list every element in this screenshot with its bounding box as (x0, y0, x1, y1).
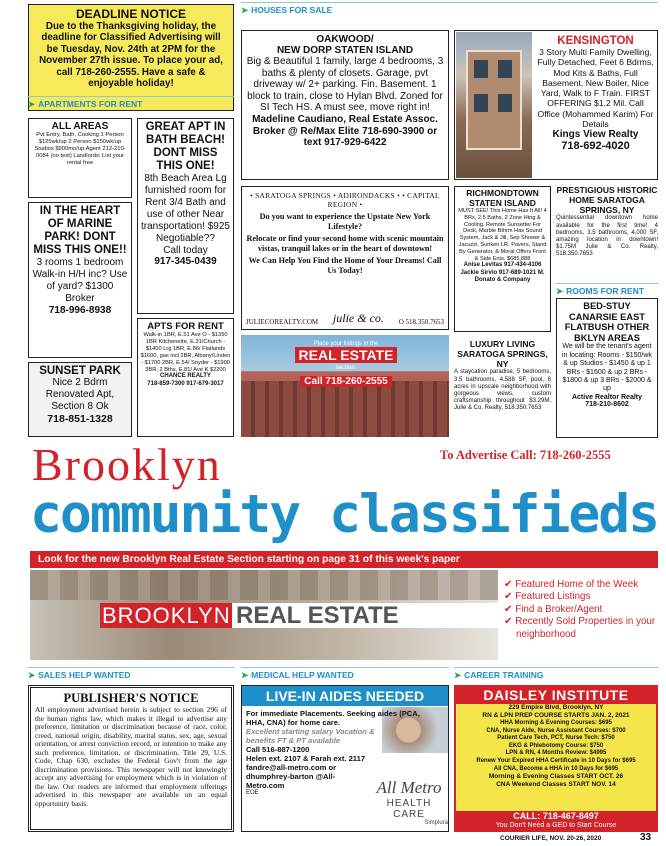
marine-park-ad (28, 202, 132, 358)
bed-stuy-phone: 718-210-8602 (585, 400, 629, 408)
daisley-ad (454, 685, 658, 832)
kensington-phone: 718-692-4020 (561, 140, 630, 153)
kensington-ad (454, 30, 658, 180)
saratoga-help: We Can Help You Find the Home of Your Dreams! Call Us Today! (248, 256, 442, 275)
daisley-course: EKG & Phlebotomy Course: $750 (508, 742, 604, 749)
daisley-course: Renew Your Expired HHA Certificate in 10 Days for $695 (476, 757, 636, 764)
oakwood-contact: Madeline Caudiano, Real Estate Assoc. Broker @ Re/Max Elite 718-690-3900 or text 917-929-6422 (252, 113, 438, 149)
aides-call: Call 516-887-1200 (246, 745, 310, 754)
marine-park-phone: 718-996-8938 (48, 305, 112, 316)
apts-for-rent-ad (137, 318, 234, 437)
notice-banner: Look for the new Brooklyn Real Estate Section starting on page 31 of this week's paper (30, 551, 658, 568)
check-icon: ✔ (504, 591, 513, 603)
julie-logo: julie & co. (332, 311, 384, 325)
daisley-course: Patient Care Tech, PCT, Nurse Tech: $750 (497, 735, 615, 742)
luxury-title: LUXURY LIVING SARATOGA SPRINGS, NY (457, 339, 548, 369)
bed-stuy-body: We will be the tenant's agent in locating: Rooms - $150/wk & up Studios - $1450 & up 1 BRs - $1600 & up 2 BRs - $1800 & up 3 BRs - $2000 & up (562, 343, 652, 393)
live-in-aides-ad (241, 685, 449, 832)
apts-title: APTS FOR RENT (147, 321, 224, 332)
bed-stuy-title: BED-STUY CANARSIE EAST FLATBUSH OTHER BKLYN AREAS (564, 301, 650, 343)
daisley-weekend: CNA Weekend Classes START NOV. 14 (496, 781, 616, 789)
deadline-notice (28, 4, 234, 111)
check-icon: ✔ (504, 603, 513, 615)
great-apt-title: GREAT APT IN BATH BEACH! DONT MISS THIS ONE! (145, 121, 226, 172)
daisley-course: HHA Morning & Evening Courses: $695 (500, 720, 612, 726)
health-care-logo: HEALTH CARE (386, 798, 432, 820)
arrow-icon: ➤ (556, 286, 564, 296)
oakwood-body: Big & Beautiful 1 family, large 4 bedrooms, 3 baths & plenty of closets. Garage, pvt driveway w/ 2+ parking. Fin. Basement. 1 block to train, close to Hylan Blvd. Zoned for SI Tech HS. A must see, move right in! (246, 56, 444, 114)
feature-list (504, 579, 662, 641)
aides-eoe: EOE (246, 790, 259, 796)
great-apt-call: Call today (163, 245, 208, 256)
sunset-park-ad (28, 362, 132, 437)
section-medical: ➤ MEDICAL HELP WANTED (241, 667, 449, 681)
check-icon: ✔ (504, 579, 513, 590)
arrow-icon: ➤ (28, 670, 36, 680)
apts-phones: 718-859-7300 917-679-3017 (147, 380, 224, 387)
sunset-phone: 718-851-1328 (47, 413, 113, 425)
all-metro-logo: All Metro (376, 778, 442, 797)
section-career: ➤ CAREER TRAINING (454, 667, 658, 681)
brownstone-photo (30, 570, 498, 660)
saratoga-phone: O 518.350.7653 (398, 318, 444, 326)
arrow-icon: ➤ (28, 99, 36, 109)
daisley-ged: You Don't Need a GED to Start Course (495, 822, 617, 829)
arrow-icon: ➤ (454, 670, 462, 680)
publishers-notice (28, 685, 234, 832)
apts-body: Walk-in 1BR, E.51 Ave O - $1350 1BR Kitchenette, E.31/Church - $1450 Lrg 1BR, E.86/ Flatlands $1600, gas incl 2BR, Albany/Linden - $1700 2BR, E.54/ Snyder - $1900 3BR, 2 Bths, E.81/ Ave K $2200 (140, 332, 231, 373)
feature-item: ✔ Find a Broker/Agent (504, 603, 603, 615)
aides-title: LIVE-IN AIDES NEEDED (242, 686, 448, 706)
publisher-body: All employment advertised herein is subject to section 296 of the human rights law, which makes it illegal to advertise any preference, limitation or discrimination because of race, color, creed, national origin, disability, marital status, sex, age, sexual orientation, or arrest conviction record, or intention to make any such preference, limitation, or discrimination. Title 29, U.S. Code, Chap 630, excludes the Federal Gov't from the age discrimination provisions. This newspaper will not knowingly accept any advertising for employment which is in violation of the law. Our readers are informed that employment offerings advertised in this newspaper are available on an equal opportunity basis. (35, 705, 227, 808)
section-apartments: ➤ APARTMENTS FOR RENT (28, 96, 234, 110)
publisher-title: PUBLISHER'S NOTICE (63, 691, 199, 705)
feature-item: ✔ Recently Sold Properties in your neighborhood (504, 616, 656, 640)
arrow-icon: ➤ (241, 5, 249, 15)
daisley-address: 229 Empire Blvd, Brooklyn, NY (508, 704, 604, 711)
saratoga-ad (241, 186, 449, 330)
richmondtown-title: RICHMONDTOWN STATEN ISLAND (466, 188, 539, 208)
great-apt-phone: 917-345-0439 (154, 256, 217, 267)
aides-contacts: Helen ext. 2107 & Farah ext. 2117 fandre@all-metro.com or dhumphrey-barton @All-Metro.com (246, 754, 366, 790)
oakwood-ad (241, 30, 449, 180)
brooklyn-label: BROOKLYN (102, 603, 231, 628)
richmondtown-body: MUST SEE! This Home Has It All! 4 BRs, 2.5 Baths, 2 Zone Htng & Cooling, Remote Sunsetter For Deck, Marble Bthrm Has Sound System, Jack & Jill, Sep Shower & Jacuzzi, Sunken LR, Pavers, Stand By Generator, & Moral Offers Front & Side Ents. $685,888 (458, 208, 547, 262)
kensington-body: 3 Story Multi Family Dwelling, Fully Detached, Feet 6 Bdrms, Mod Kits & Baths, Full Basement, New Boiler, Nice Yard, Walk to F Train. FIRST OFFERING $1.2 Mil. Call Office (Mohammed Karim) For Details (537, 47, 654, 130)
saratoga-question: Do you want to experience the Upstate New York Lifestyle? (259, 212, 431, 231)
daisley-morning: Morning & Evening Classes START OCT. 26 (488, 773, 624, 781)
all-areas-body: Pvt Entry, Bath, Cooking 1 Person $125wk/up 2 Person $150wk/up Studios $900mo/up Agent 212-210-0084 (no text) Landlords: List your rental free (34, 132, 126, 166)
great-apt-ad (137, 118, 234, 314)
aides-body: For immediate Placements. Seeking aides (PCA, HHA, CNA) for home care. (246, 709, 420, 727)
promo-line3: section. (335, 365, 357, 371)
arrow-icon: ➤ (241, 670, 249, 680)
deadline-title: DEADLINE NOTICE (75, 7, 186, 21)
page-number: 33 (640, 832, 652, 843)
footer-text: COURIER LIFE, NOV. 20-26, 2020 (500, 835, 602, 842)
bed-stuy-agency: Active Realtor Realty (571, 393, 643, 401)
feature-item: ✔ Featured Home of the Week (504, 579, 639, 590)
section-sales: ➤ SALES HELP WANTED (28, 667, 234, 681)
advertise-line: To Advertise Call: 718-260-2555 (440, 448, 611, 462)
oakwood-title: OAKWOOD/ (316, 34, 374, 45)
daisley-call: CALL: 718-467-8497 (513, 811, 599, 821)
apts-agency: CHANCE REALTY (160, 373, 211, 380)
section-houses: ➤ HOUSES FOR SALE (241, 2, 658, 16)
luxury-ad (454, 340, 551, 440)
feature-item: ✔ Featured Listings (504, 591, 591, 603)
sunset-title: SUNSET PARK (39, 365, 121, 377)
richmondtown-ad (454, 186, 551, 332)
section-rooms: ➤ ROOMS FOR RENT (556, 283, 658, 297)
kensington-agency: Kings View Realty (552, 129, 639, 141)
great-apt-body: 8th Beach Area Lg furnished room for Rent 3/4 Bath and use of other Near transportation! $925 Negotiable?? (141, 173, 230, 244)
richmondtown-agents: Anise Levitas 917-434-4106 Jackie Sirvio 917-689-1021 M. Donato & Company (460, 262, 545, 283)
saratoga-website: JULIECOREALTY.COM (246, 318, 319, 326)
daisley-title: DAISLEY INSTITUTE (456, 687, 656, 704)
prestigious-title: PRESTIGIOUS HISTORIC HOME SARATOGA SPRINGS, NY (556, 185, 658, 215)
community-classifieds-wordmark: community classifieds (30, 484, 659, 545)
promo-phone: Call 718-260-2555 (300, 376, 391, 387)
brooklyn-wordmark: Brooklyn (32, 439, 222, 490)
promo-line1: Place your listings in the (313, 341, 379, 347)
prestigious-body: Quintessential downtown home available for the first time! 4 bedrooms, 3.5 bathrooms, 4,000 SF, amazing location in downtown! $1.75M Julie & Co. Realty, 518.350.7653 (556, 215, 658, 258)
saratoga-body: Relocate or find your second home with scenic mountain vistas, tranquil lakes or in the heart of downtown! (246, 234, 444, 253)
all-areas-title: ALL AREAS (51, 121, 109, 132)
marine-park-title: IN THE HEART OF MARINE PARK! DONT MISS THIS ONE!! (33, 205, 127, 256)
real-estate-label: REAL ESTATE (236, 602, 399, 629)
house-photo (456, 32, 532, 178)
simplura-logo: Simplura (424, 820, 448, 826)
daisley-start: RN & LPN PREP COURSE STARTS JAN. 2, 2021 (482, 712, 630, 719)
promo-title: REAL ESTATE (295, 347, 398, 363)
prestigious-ad (556, 186, 658, 282)
daisley-course: All CNA, Become a HHA in 10 Days for $695 (493, 765, 619, 772)
aides-benefits: Excellent starting salary Vacation & benefits FT & PT available (246, 727, 375, 745)
kensington-title: KENSINGTON (557, 35, 634, 47)
luxury-body: A staycation paradise, 5 bedrooms, 3.5 bathrooms, 4,588 SF, pool, 8 acres in upscale neighborhood with gorgeous views, custom craftsmanship throughout $3.29M, Julie & Co. Realty, 518.350.7653 (454, 369, 551, 412)
daisley-course: CNA, Nurse Aide, Nurse Assistant Courses: $700 (486, 727, 626, 734)
bed-stuy-ad (556, 298, 658, 438)
marine-park-body: 3 rooms 1 bedroom Walk-in H/H inc? Use of yard? $1300 Broker (32, 257, 128, 304)
real-estate-promo (241, 335, 449, 437)
daisley-course: LPN & RN, 4 Months Review: $4995 (505, 750, 607, 757)
check-icon: ✔ (504, 616, 513, 628)
oakwood-subtitle: NEW DORP STATEN ISLAND (276, 45, 414, 56)
saratoga-header: • SARATOGA SPRINGS • ADIRONDACKS • • CAPITAL REGION • (250, 191, 440, 209)
sunset-body: Nice 2 Bdrm Renovated Apt, Section 8 Ok (45, 377, 115, 412)
all-areas-ad (28, 118, 132, 198)
deadline-body: Due to the Thanksgiving holiday, the deadline for Classified Advertising will be Tuesday, Nov. 24th at 2PM for the November 27th issue. To place your ad, call 718-260-2555. Have a safe & enjoyable holiday! (39, 21, 223, 90)
